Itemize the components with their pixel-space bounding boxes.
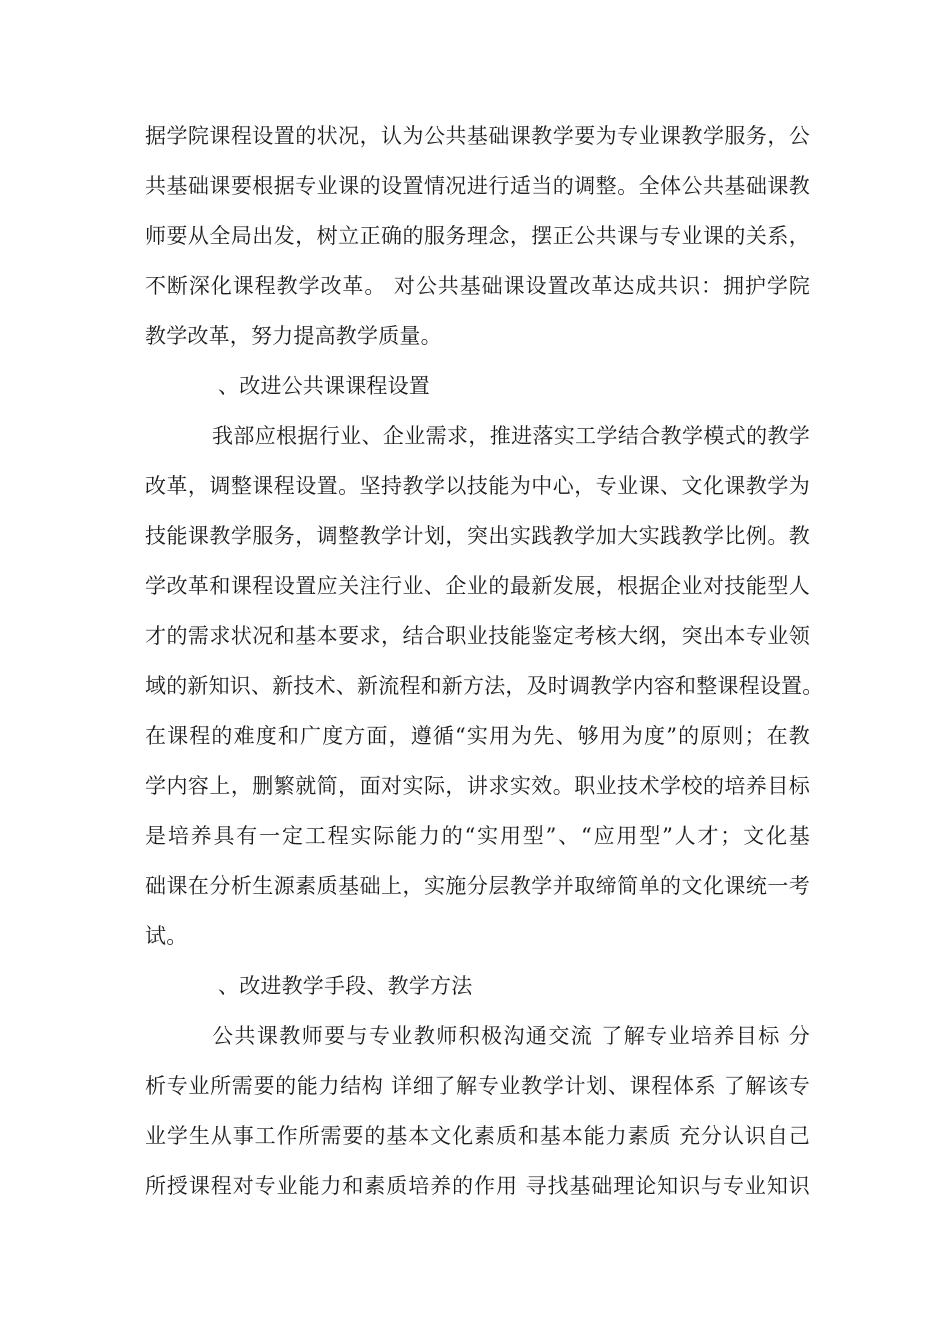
paragraph-line: 据学院课程设置的状况，认为公共基础课教学要为专业课教学服务，公 — [145, 124, 810, 148]
paragraph-line: 是培养具有一定工程实际能力的“实用型”、“应用型”人才；文化基 — [145, 824, 810, 848]
paragraph-line: 师要从全局出发，树立正确的服务理念，摆正公共课与专业课的关系， — [145, 224, 810, 248]
paragraph-line: 学内容上，删繁就简，面对实际，讲求实效。职业技术学校的培养目标 — [145, 774, 810, 798]
paragraph-line: 公共课教师要与专业教师积极沟通交流 了解专业培养目标 分 — [212, 1024, 810, 1048]
paragraph-line: 试。 — [145, 924, 188, 948]
section-heading: 、改进教学手段、教学方法 — [218, 974, 473, 998]
paragraph-line: 础课在分析生源素质基础上，实施分层教学并取缔简单的文化课统一考 — [145, 874, 810, 898]
paragraph-line: 学改革和课程设置应关注行业、企业的最新发展，根据企业对技能型人 — [145, 574, 810, 598]
paragraph-line: 业学生从事工作所需要的基本文化素质和基本能力素质 充分认识自己 — [145, 1124, 810, 1148]
paragraph-line: 析专业所需要的能力结构 详细了解专业教学计划、课程体系 了解该专 — [145, 1074, 810, 1098]
paragraph-line: 不断深化课程教学改革。 对公共基础课设置改革达成共识：拥护学院 — [145, 274, 810, 298]
paragraph-line: 共基础课要根据专业课的设置情况进行适当的调整。全体公共基础课教 — [145, 174, 810, 198]
paragraph-line: 教学改革，努力提高教学质量。 — [145, 324, 442, 348]
paragraph-line: 在课程的难度和广度方面，遵循“实用为先、够用为度”的原则；在教 — [145, 724, 810, 748]
paragraph-line: 所授课程对专业能力和素质培养的作用 寻找基础理论知识与专业知识 — [145, 1174, 810, 1198]
paragraph-line: 才的需求状况和基本要求，结合职业技能鉴定考核大纲，突出本专业领 — [145, 624, 810, 648]
section-heading: 、改进公共课课程设置 — [218, 374, 430, 398]
paragraph-line: 技能课教学服务，调整教学计划，突出实践教学加大实践教学比例。教 — [145, 524, 810, 548]
paragraph-line: 改革，调整课程设置。坚持教学以技能为中心，专业课、文化课教学为 — [145, 474, 810, 498]
paragraph-line: 域的新知识、新技术、新流程和新方法，及时调教学内容和整课程设置。 — [145, 674, 824, 698]
paragraph-line: 我部应根据行业、企业需求，推进落实工学结合教学模式的教学 — [212, 424, 810, 448]
